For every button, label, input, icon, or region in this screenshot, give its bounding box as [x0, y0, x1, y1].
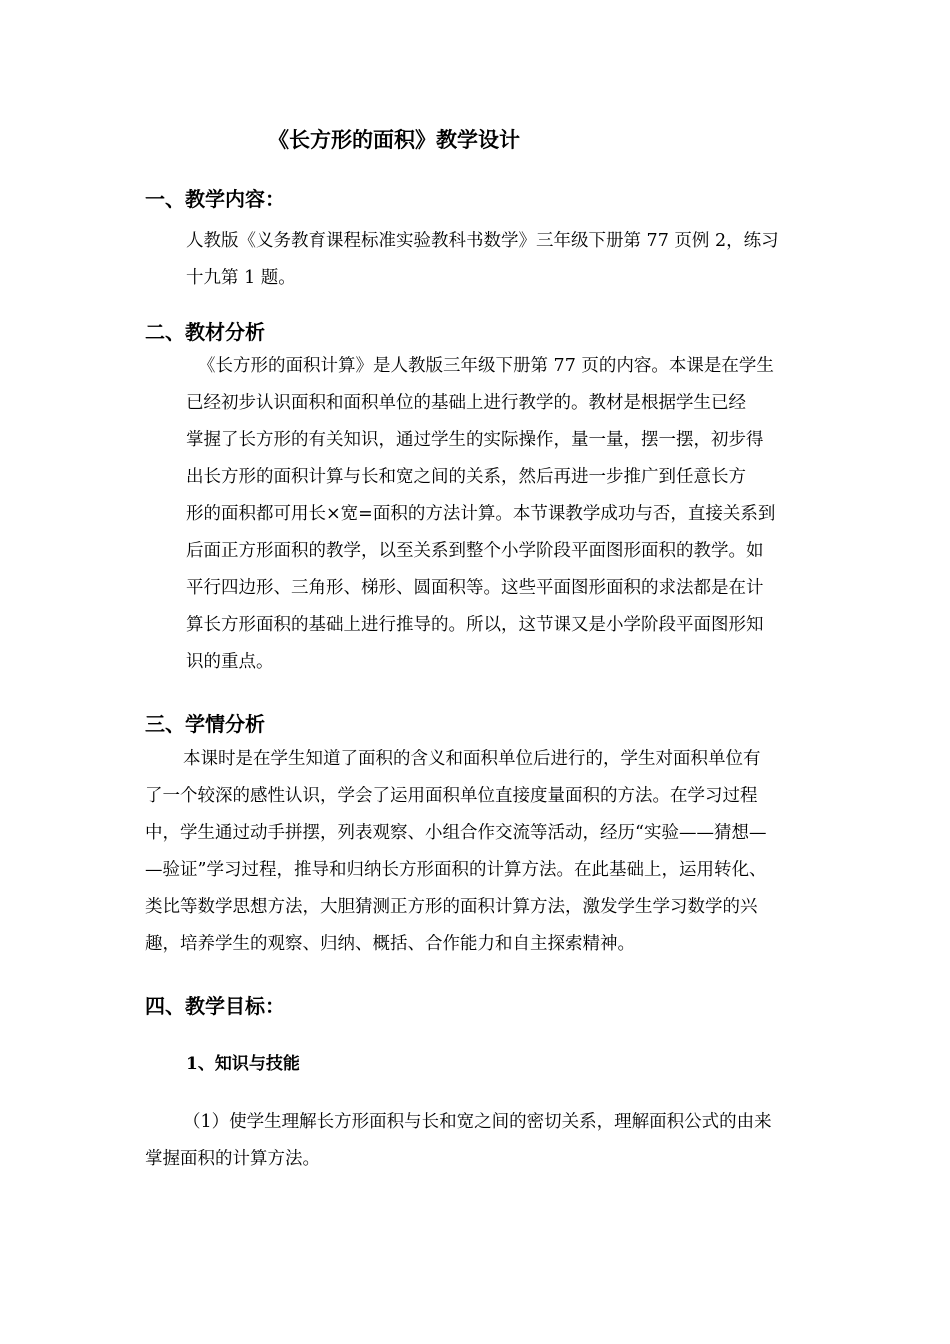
paragraph-line: 掌握了长方形的有关知识，通过学生的实际操作，量一量，摆一摆，初步得 [186, 430, 764, 450]
section-body-analysis [186, 348, 811, 681]
document-title: 《长方形的面积》教学设计 [268, 127, 520, 152]
paragraph-line: 平行四边形、三角形、梯形、圆面积等。这些平面图形面积的求法都是在计 [186, 578, 764, 598]
paragraph-line: 掌握面积的计算方法。 [145, 1149, 320, 1169]
paragraph-line: 识的重点。 [186, 652, 274, 672]
section-body-learners [145, 741, 811, 963]
paragraph-line: 已经初步认识面积和面积单位的基础上进行教学的。教材是根据学生已经 [186, 393, 746, 413]
section-heading-analysis: 二、教材分析 [145, 320, 265, 344]
section-heading-learners: 三、学情分析 [145, 712, 265, 736]
paragraph-line: 出长方形的面积计算与长和宽之间的关系，然后再进一步推广到任意长方 [186, 467, 746, 487]
paragraph-line: —验证”学习过程，推导和归纳长方形面积的计算方法。在此基础上，运用转化、 [145, 860, 767, 880]
section-body-objectives [145, 1104, 811, 1178]
paragraph-line: 了一个较深的感性认识，学会了运用面积单位直接度量面积的方法。在学习过程 [145, 786, 758, 806]
paragraph-line: 人教版《义务教育课程标准实验教科书数学》三年级下册第 77 页例 2，练习 [186, 231, 779, 251]
paragraph-line: 十九第 1 题。 [186, 268, 296, 288]
paragraph-line: 算长方形面积的基础上进行推导的。所以，这节课又是小学阶段平面图形知 [186, 615, 764, 635]
paragraph-line: 形的面积都可用长×宽=面积的方法计算。本节课教学成功与否，直接关系到 [186, 504, 776, 524]
section-heading-objectives: 四、教学目标： [145, 994, 285, 1018]
paragraph-line: 后面正方形面积的教学，以至关系到整个小学阶段平面图形面积的教学。如 [186, 541, 764, 561]
subheading-knowledge-skills: 1、知识与技能 [186, 1054, 300, 1074]
paragraph-line: 中，学生通过动手拼摆，列表观察、小组合作交流等活动，经历“实验——猜想— [145, 823, 767, 843]
paragraph-line: 类比等数学思想方法，大胆猜测正方形的面积计算方法，激发学生学习数学的兴 [145, 897, 758, 917]
section-heading-content: 一、教学内容： [145, 187, 285, 211]
section-body-content [186, 223, 811, 297]
paragraph-line: （1）使学生理解长方形面积与长和宽之间的密切关系，理解面积公式的由来 [183, 1112, 772, 1132]
paragraph-line: 本课时是在学生知道了面积的含义和面积单位后进行的，学生对面积单位有 [183, 749, 761, 769]
paragraph-line: 《长方形的面积计算》是人教版三年级下册第 77 页的内容。本课是在学生 [198, 356, 774, 376]
paragraph-line: 趣，培养学生的观察、归纳、概括、合作能力和自主探索精神。 [145, 934, 635, 954]
